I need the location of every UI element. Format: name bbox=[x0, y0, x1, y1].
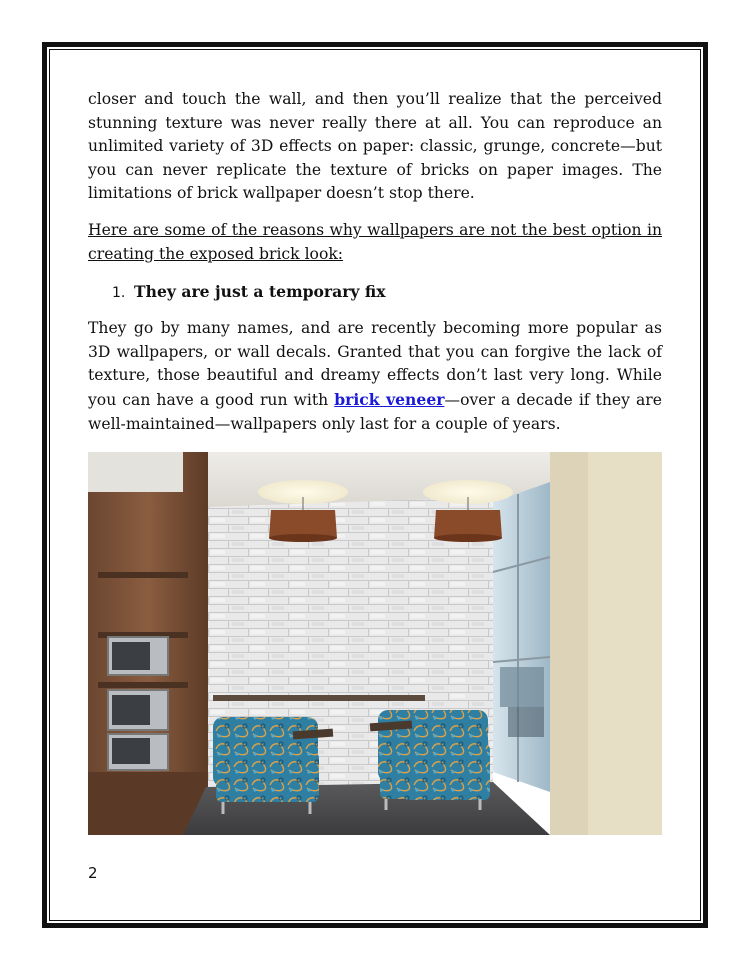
reasons-intro: Here are some of the reasons why wallpapers are not the best option in creating the exposed brick look: bbox=[88, 220, 662, 263]
lounge-photo bbox=[88, 452, 662, 835]
paragraph-text-before-link: They go by many names, and are recently becoming more popular as 3D wallpapers, or wall decals. Granted that you can forgive the lack of texture, those beautiful and dreamy effects don’t last very long. While you can have a good run with bbox=[88, 319, 662, 409]
paragraph-text-after-link: —over a decade if they are well-maintained—wallpapers only last for a couple of years. bbox=[88, 390, 662, 433]
list-item bbox=[112, 280, 662, 305]
list-number: 1. bbox=[112, 285, 126, 302]
page-number: 2 bbox=[88, 864, 98, 882]
body-paragraph-2 bbox=[88, 317, 662, 436]
brick-veneer-link[interactable]: brick veneer bbox=[334, 389, 445, 409]
list-item-heading: They are just a temporary fix bbox=[134, 282, 386, 302]
body-paragraph: closer and touch the wall, and then you’ll realize that the perceived stunning texture was never really there at all. You can reproduce an unlimited variety of 3D effects on paper: classic, grunge, concrete—but you can never replicate the texture of bricks on paper images. The limitations of brick wallpaper doesn’t stop there. bbox=[88, 90, 662, 203]
document-content bbox=[88, 88, 662, 835]
